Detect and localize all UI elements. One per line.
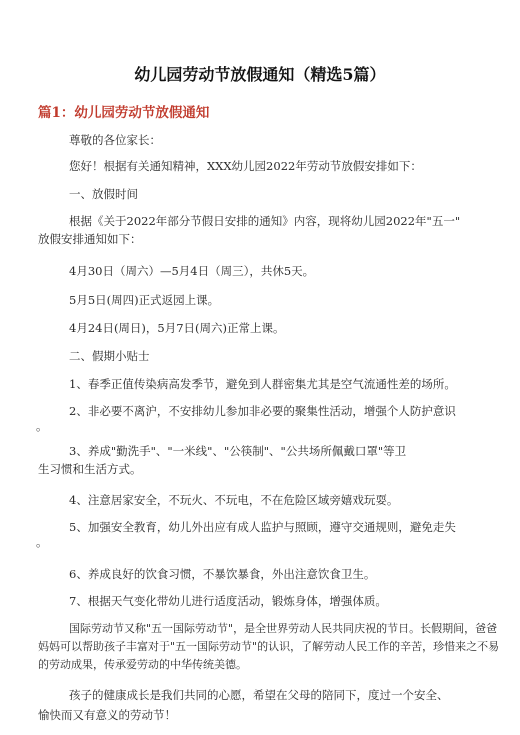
greeting: 尊敬的各位家长：	[69, 133, 161, 147]
intro-line: 您好！根据有关通知精神，XXX幼儿园2022年劳动节放假安排如下：	[69, 159, 422, 173]
article-subtitle: 篇1：幼儿园劳动节放假通知	[38, 105, 210, 121]
tip-end-mark: 。	[36, 419, 48, 433]
paragraph-line-1: 国际劳动节又称"五一国际劳动节"，是全世界劳动人民共同庆祝的节日。长假期间，爸爸	[69, 622, 498, 635]
tip-item: 4、注意居家安全，不玩火、不玩电，不在危险区域旁嬉戏玩耍。	[69, 493, 399, 507]
paragraph-line-3: 的劳动成果，传承爱劳动的中华传统美德。	[38, 658, 247, 671]
holiday-range: 4月30日（周六）—5月4日（周三），共休5天。	[69, 264, 315, 278]
section-heading-tips: 二、假期小贴士	[69, 349, 150, 363]
tip-item: 5、加强安全教育，幼儿外出应有成人监护与照顾，遵守交通规则，避免走失	[69, 520, 456, 534]
makeup-days: 4月24日(周日)，5月7日(周六)正常上课。	[69, 321, 285, 335]
section-heading-time: 一、放假时间	[69, 187, 138, 201]
closing-line-2: 愉快而又有意义的劳动节！	[38, 708, 176, 722]
basis-line-1: 根据《关于2022年部分节假日安排的通知》内容，现将幼儿园2022年"五一"	[69, 214, 461, 228]
tip-item: 2、非必要不离沪，不安排幼儿参加非必要的聚集性活动，增强个人防护意识	[69, 404, 456, 418]
return-date: 5月5日(周四)正式返园上课。	[69, 293, 220, 307]
paragraph-line-2: 妈妈可以帮助孩子丰富对于"五一国际劳动节"的认识，了解劳动人民工作的辛苦，珍惜来之不易	[38, 640, 500, 653]
tip-item-continuation: 生习惯和生活方式。	[38, 462, 142, 476]
document-title: 幼儿园劳动节放假通知（精选5篇）	[134, 65, 386, 84]
tip-item: 1、春季正值传染病高发季节，避免到人群密集尤其是空气流通性差的场所。	[69, 377, 456, 391]
tip-item: 3、养成"勤洗手"、"一米线"、"公筷制"、"公共场所佩戴口罩"等卫	[69, 444, 407, 458]
closing-line-1: 孩子的健康成长是我们共同的心愿，希望在父母的陪同下，度过一个安全、	[69, 688, 449, 702]
tip-item: 6、养成良好的饮食习惯，不暴饮暴食，外出注意饮食卫生。	[69, 567, 376, 581]
tip-end-mark: 。	[36, 535, 48, 549]
tip-item: 7、根据天气变化带幼儿进行适度活动，锻炼身体，增强体质。	[69, 594, 387, 608]
basis-line-2: 放假安排通知如下：	[38, 232, 142, 246]
